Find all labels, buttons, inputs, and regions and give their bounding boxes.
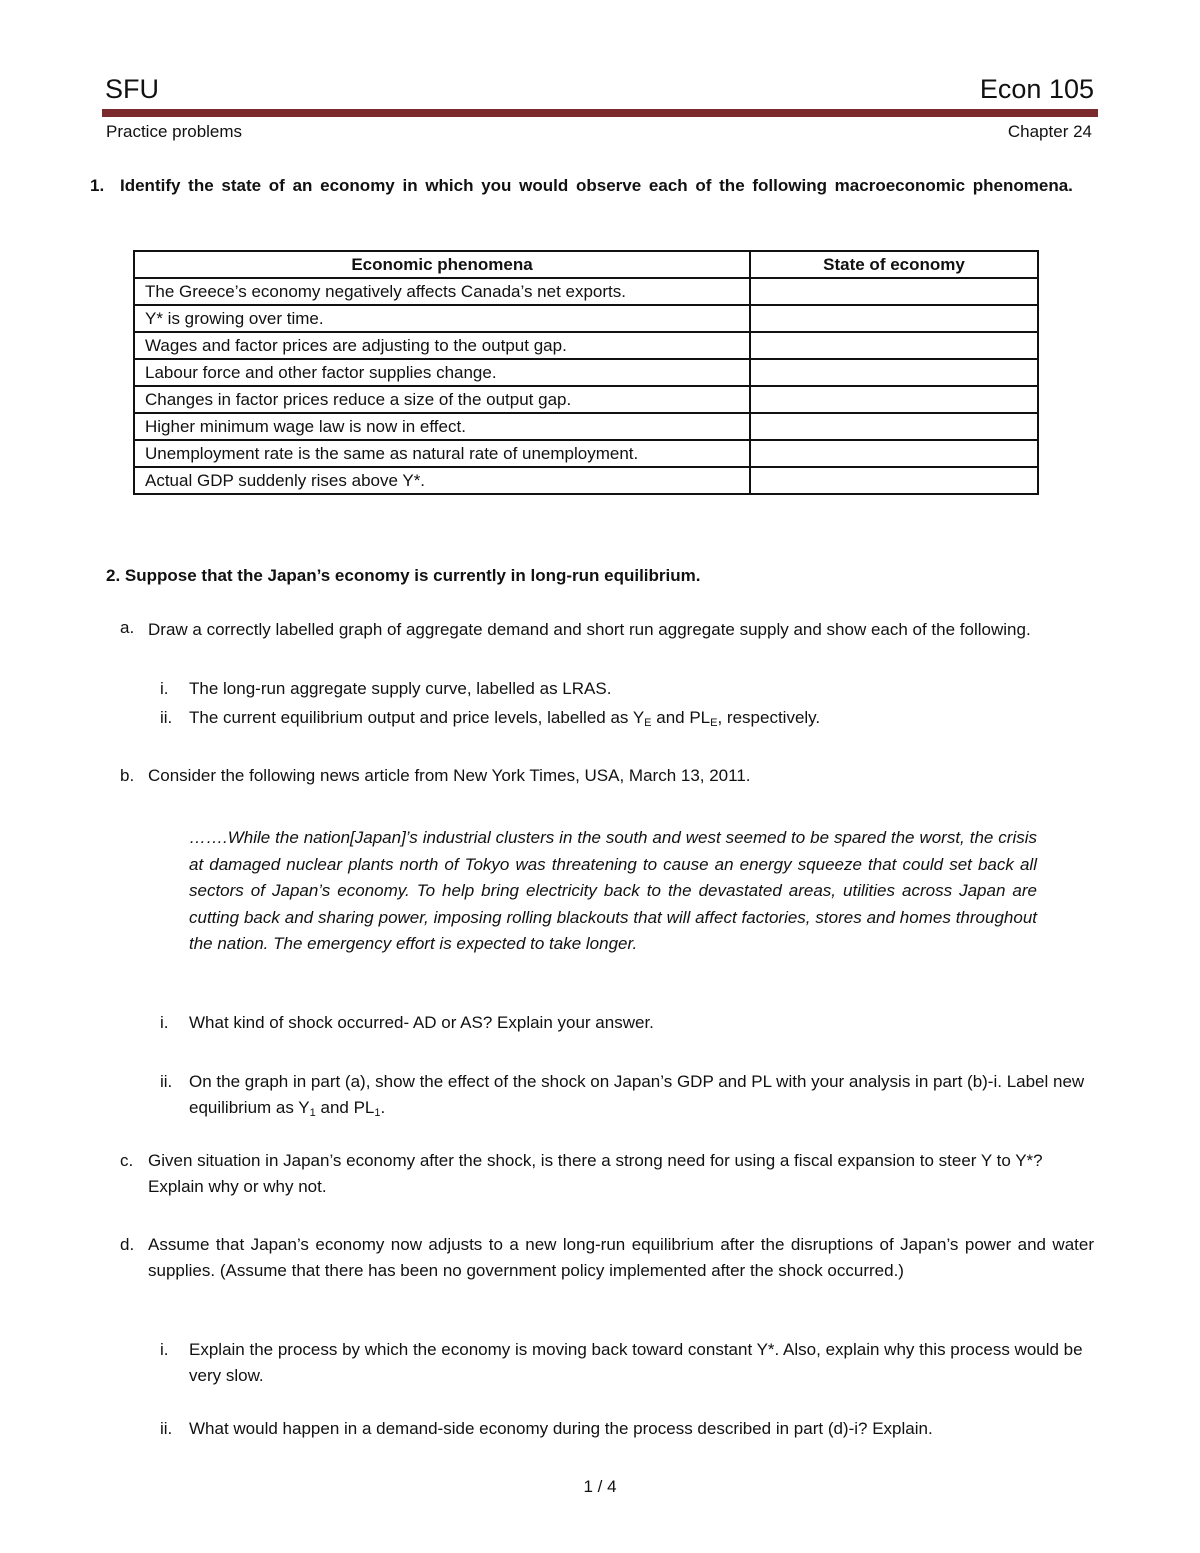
part-a-i-text: The long-run aggregate supply curve, labelled as LRAS.	[189, 679, 612, 698]
question-1-text: Identify the state of an economy in which you would observe each of the following macroeconomic phenomena.	[120, 176, 1073, 195]
column-header-state: State of economy	[750, 251, 1038, 278]
table-row	[134, 278, 1038, 305]
phenomenon-cell: The Greece’s economy negatively affects Canada’s net exports.	[134, 278, 750, 305]
state-answer-cell[interactable]	[750, 332, 1038, 359]
phenomenon-cell: Y* is growing over time.	[134, 305, 750, 332]
table-row	[134, 467, 1038, 494]
table-row	[134, 332, 1038, 359]
phenomenon-cell: Higher minimum wage law is now in effect.	[134, 413, 750, 440]
part-a-ii-marker: ii.	[160, 708, 173, 727]
phenomena-table	[133, 250, 1039, 495]
state-answer-cell[interactable]	[750, 386, 1038, 413]
phenomenon-cell: Unemployment rate is the same as natural rate of unemployment.	[134, 440, 750, 467]
table-row	[134, 305, 1038, 332]
part-b-ii-text: On the graph in part (a), show the effect of the shock on Japan’s GDP and PL with your analysis in part (b)-i. Label new equilibrium as $Y_1$ and $PL_1$.	[189, 1072, 1085, 1119]
question-2-text: 2. Suppose that the Japan’s economy is currently in long-run equilibrium.	[106, 566, 701, 585]
part-b-i-text: What kind of shock occurred- AD or AS? Explain your answer.	[189, 1013, 654, 1032]
state-answer-cell[interactable]	[750, 359, 1038, 386]
phenomenon-cell: Labour force and other factor supplies change.	[134, 359, 750, 386]
part-b-marker: b.	[120, 766, 135, 785]
page-number: 1 / 4	[583, 1477, 617, 1496]
part-b-ii-marker: ii.	[160, 1072, 173, 1091]
state-answer-cell[interactable]	[750, 413, 1038, 440]
state-answer-cell[interactable]	[750, 440, 1038, 467]
column-header-phenomena: Economic phenomena	[134, 251, 750, 278]
part-b-text: Consider the following news article from New York Times, USA, March 13, 2011.	[148, 766, 751, 785]
state-answer-cell[interactable]	[750, 305, 1038, 332]
question-1	[90, 174, 1094, 198]
part-c-text: Given situation in Japan’s economy after the shock, is there a strong need for using a fiscal expansion to steer Y to Y*? Explain why or why not.	[148, 1151, 1043, 1196]
table-row	[134, 359, 1038, 386]
news-quote: …….While the nation[Japan]’s industrial clusters in the south and west seemed to be spared the worst, the crisis at damaged nuclear plants north of Tokyo was threatening to cause an energy squeeze that could set back all sectors of Japan’s economy. To help bring electricity back to the devastated areas, utilities across Japan are cutting back and sharing power, imposing rolling blackouts that will affect factories, stores and homes throughout the nation. The emergency effort is expected to take longer.	[189, 828, 1037, 953]
school-name: SFU	[105, 74, 159, 104]
part-a-marker: a.	[120, 618, 135, 637]
part-d-i-text: Explain the process by which the economy is moving back toward constant Y*. Also, explain why this process would be very slow.	[189, 1340, 1083, 1385]
question-1-number: 1.	[90, 176, 105, 195]
table-header-row	[134, 251, 1038, 278]
phenomenon-cell: Actual GDP suddenly rises above Y*.	[134, 467, 750, 494]
part-a-i-marker: i.	[160, 679, 169, 698]
course-name: Econ 105	[979, 74, 1094, 104]
table-row	[134, 386, 1038, 413]
part-c-marker: c.	[120, 1151, 134, 1170]
part-d-ii-text: What would happen in a demand-side economy during the process described in part (d)-i? Explain.	[189, 1419, 933, 1438]
phenomenon-cell: Wages and factor prices are adjusting to the output gap.	[134, 332, 750, 359]
header-rule	[102, 109, 1098, 117]
state-answer-cell[interactable]	[750, 467, 1038, 494]
chapter-label: Chapter 24	[1007, 122, 1092, 141]
part-b-i-marker: i.	[160, 1013, 169, 1032]
table-row	[134, 440, 1038, 467]
part-d-marker: d.	[120, 1235, 135, 1254]
document-subtitle: Practice problems	[106, 122, 243, 141]
part-d-text: Assume that Japan’s economy now adjusts to a new long-run equilibrium after the disruptions of Japan’s power and water supplies. (Assume that there has been no government policy implemented after the shock occurred.)	[148, 1235, 1094, 1280]
part-d-i-marker: i.	[160, 1340, 169, 1359]
part-d-ii-marker: ii.	[160, 1419, 173, 1438]
table-row	[134, 413, 1038, 440]
part-a-text: Draw a correctly labelled graph of aggregate demand and short run aggregate supply and show each of the following.	[148, 620, 1031, 639]
phenomenon-cell: Changes in factor prices reduce a size of the output gap.	[134, 386, 750, 413]
part-a-ii-text: The current equilibrium output and price levels, labelled as $Y_E$ and $PL_E$, respectively.	[189, 708, 821, 729]
state-answer-cell[interactable]	[750, 278, 1038, 305]
